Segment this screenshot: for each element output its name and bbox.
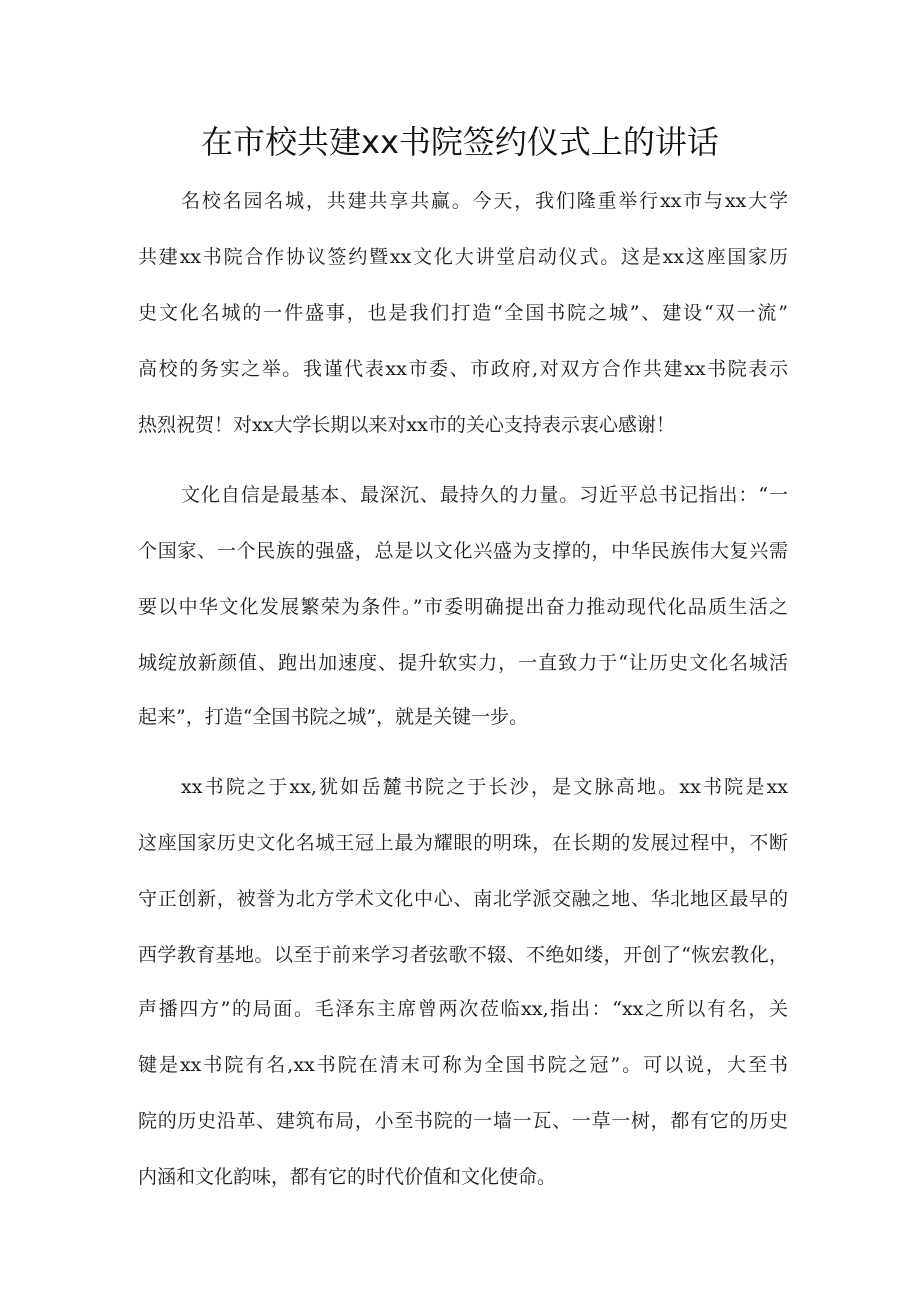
paragraph-3-line-1: xx书院之于xx,犹如岳麓书院之于长沙，是文脉高地。xx书院是xx (181, 776, 788, 798)
paragraph-1-line-4: 高校的务实之举。我谨代表xx市委、市政府,对双方合作共建xx书院表示 (138, 358, 788, 380)
paragraph-1-line-1: 名校名园名城，共建共享共赢。今天，我们隆重举行xx市与xx大学 (181, 190, 788, 212)
paragraph-3-line-4: 西学教育基地。以至于前来学习者弦歌不辍、不绝如缕，开创了“恢宏教化， (138, 944, 788, 966)
paragraph-3-line-2: 这座国家历史文化名城王冠上最为耀眼的明珠，在长期的发展过程中，不断 (138, 832, 788, 854)
paragraph-2-line-1: 文化自信是最基本、最深沉、最持久的力量。习近平总书记指出：“一 (181, 484, 788, 506)
paragraph-2-line-3: 要以中华文化发展繁荣为条件。”市委明确提出奋力推动现代化品质生活之 (138, 596, 788, 618)
paragraph-3-line-5: 声播四方”的局面。毛泽东主席曾两次莅临xx,指出：“xx之所以有名，关 (138, 998, 788, 1020)
paragraph-3-line-6: 键是xx书院有名,xx书院在清末可称为全国书院之冠”。可以说，大至书 (138, 1054, 788, 1076)
paragraph-2-line-5: 起来”，打造“全国书院之城”，就是关键一步。 (138, 706, 529, 728)
paragraph-2-line-4: 城绽放新颜值、跑出加速度、提升软实力，一直致力于“让历史文化名城活 (138, 652, 788, 674)
paragraph-2-line-2: 个国家、一个民族的强盛，总是以文化兴盛为支撑的，中华民族伟大复兴需 (138, 540, 788, 562)
paragraph-3-line-7: 院的历史沿革、建筑布局，小至书院的一墙一瓦、一草一树，都有它的历史 (138, 1110, 788, 1132)
paragraph-1-line-2: 共建xx书院合作协议签约暨xx文化大讲堂启动仪式。这是xx这座国家历 (138, 246, 788, 268)
paragraph-3-line-8: 内涵和文化韵味，都有它的时代价值和文化使命。 (138, 1166, 557, 1188)
paragraph-1-line-3: 史文化名城的一件盛事，也是我们打造“全国书院之城”、建设“双一流” (138, 302, 788, 324)
paragraph-1-line-5: 热烈祝贺！对xx大学长期以来对xx市的关心支持表示衷心感谢！ (138, 414, 675, 436)
paragraph-3-line-3: 守正创新，被誉为北方学术文化中心、南北学派交融之地、华北地区最早的 (138, 888, 788, 910)
document-title: 在市校共建xx书院签约仪式上的讲话 (201, 123, 719, 161)
